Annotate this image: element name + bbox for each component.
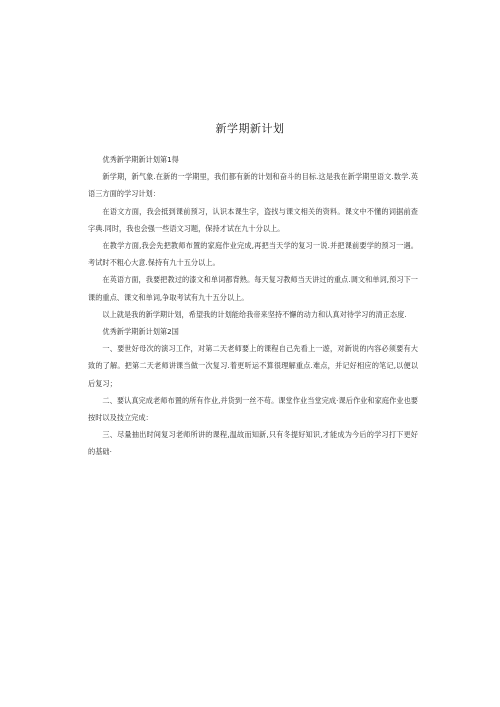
- paragraph: 在教学方面,我会先把教师布置的家庭作业完成,再把当天学的复习一说.并把课前要学的预习一遇。考试时不粗心大意.保持有九十五分以上。: [88, 241, 418, 268]
- paragraph: 以上就是我的新学期计划，希望我的计划能给我帝来坚持不懈的动力和认真对待学习的清正态度.: [102, 309, 407, 319]
- paragraph: 在英语方面，我要把教过的漆文和单词都背熟。每天复习教师当天讲过的重点.调文和单词,预习下一课的重点、课文和单词,争取考试有九十五分以上。: [88, 275, 418, 302]
- paragraph-heading-1: 优秀新学期新计划第1得: [102, 155, 179, 164]
- paragraph-heading-2: 优秀新学期新计划第2国: [102, 327, 179, 337]
- paragraph: 在语文方面，我会抵到课前预习，认识本课生字，盗找与课文相关的资料。课文中不懂的词据前查字典.同时，我也会强一些语文习题，保持才试在九十分以上。: [88, 206, 418, 233]
- paragraph: 二、要认真完成老师布置的所有作业,并货到一丝不苟。课堂作业当堂完成·课后作业和家庭作业也要按时以及技立完成：: [88, 395, 418, 423]
- document-title: 新学期新计划: [215, 122, 285, 135]
- paragraph: 三、尽量抽出时间复习老师所讲的课程,温故而知新,只有冬提好知识,才能成为今后的学习打下更好的基础·: [88, 430, 418, 457]
- paragraph: 新学期，新气象.在新的一学期里，我们都有新的计划和奋斗的目标.这是我在新学期里语文.数学.英语三方面的学习计划：: [88, 172, 418, 199]
- document-body: [88, 151, 418, 461]
- paragraph: 一、要世好母次的演习工作，对第二天老师要上的课程自己先看上一遊，对新说的内容必须要有大致的了解。把第二天老师讲课当做一次复习.着更听运不算很理解重点.难点，并记好相应的笔记,以便以后复习；: [88, 344, 418, 388]
